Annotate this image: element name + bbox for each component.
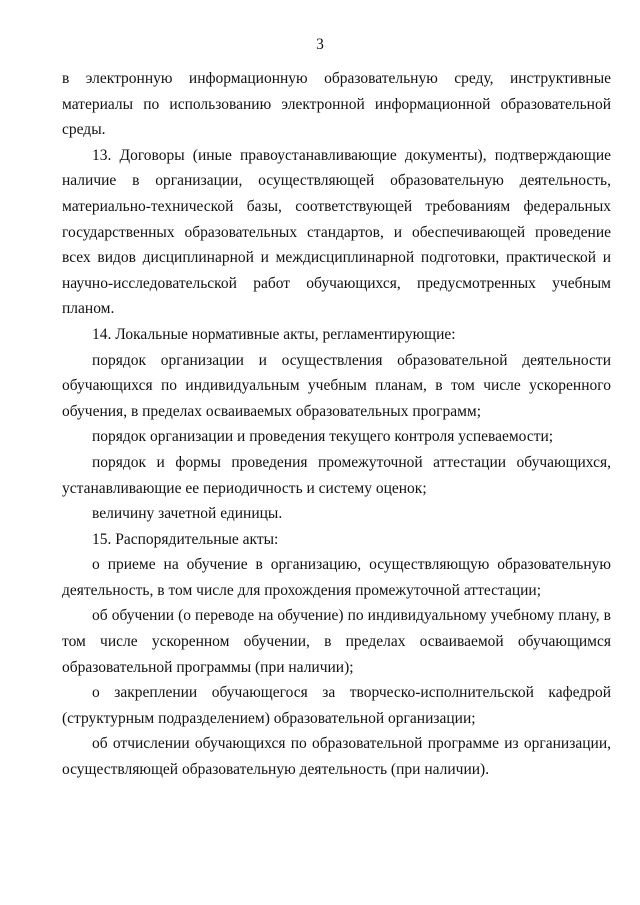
paragraph-subitem: об отчислении обучающихся по образовательной программе из организации, осуществляющей образовательную деятельность (при наличии).: [62, 735, 611, 779]
paragraph-item-14: 14. Локальные нормативные акты, регламентирующие:: [92, 325, 456, 343]
paragraph-item-15: 15. Распорядительные акты:: [92, 530, 279, 548]
paragraph-subitem: порядок и формы проведения промежуточной аттестации обучающихся, устанавливающие ее периодичность и систему оценок;: [62, 453, 611, 497]
document-body: [62, 66, 611, 783]
paragraph-subitem: о приеме на обучение в организацию, осуществляющую образовательную деятельность, в том числе для прохождения промежуточной аттестации;: [62, 556, 611, 599]
paragraph-subitem: порядок организации и проведения текущего контроля успеваемости;: [92, 428, 554, 446]
page-number: 3: [316, 36, 324, 53]
paragraph-item-13: 13. Договоры (иные правоустанавливающие документы), подтверждающие наличие в организации, осуществляющей образовательную деятельность, материально-технической базы, соответствующей требованиям федеральных государственных образовательных стандартов, и обеспечивающей проведение всех видов дисциплинарной и междисциплинарной подготовки, практической и научно-исследовательской работ обучающихся, предусмотренных учебным планом.: [62, 146, 611, 318]
paragraph-subitem: о закреплении обучающегося за творческо-исполнительской кафедрой (структурным подразделением) образовательной организации;: [62, 684, 611, 727]
paragraph-subitem: об обучении (о переводе на обучение) по индивидуальному учебному плану, в том числе ускоренном обучении, в пределах осваиваемой обучающимся образовательной программы (при наличии);: [62, 607, 611, 676]
paragraph-subitem: порядок организации и осуществления образовательной деятельности обучающихся по индивидуальным учебным планам, в том числе ускоренного обучения, в пределах осваиваемых образовательных программ;: [62, 351, 611, 420]
paragraph-continuation: в электронную информационную образовательную среду, инструктивные материалы по использованию электронной информационной образовательной среды.: [62, 70, 611, 139]
paragraph-subitem: величину зачетной единицы.: [92, 505, 283, 523]
